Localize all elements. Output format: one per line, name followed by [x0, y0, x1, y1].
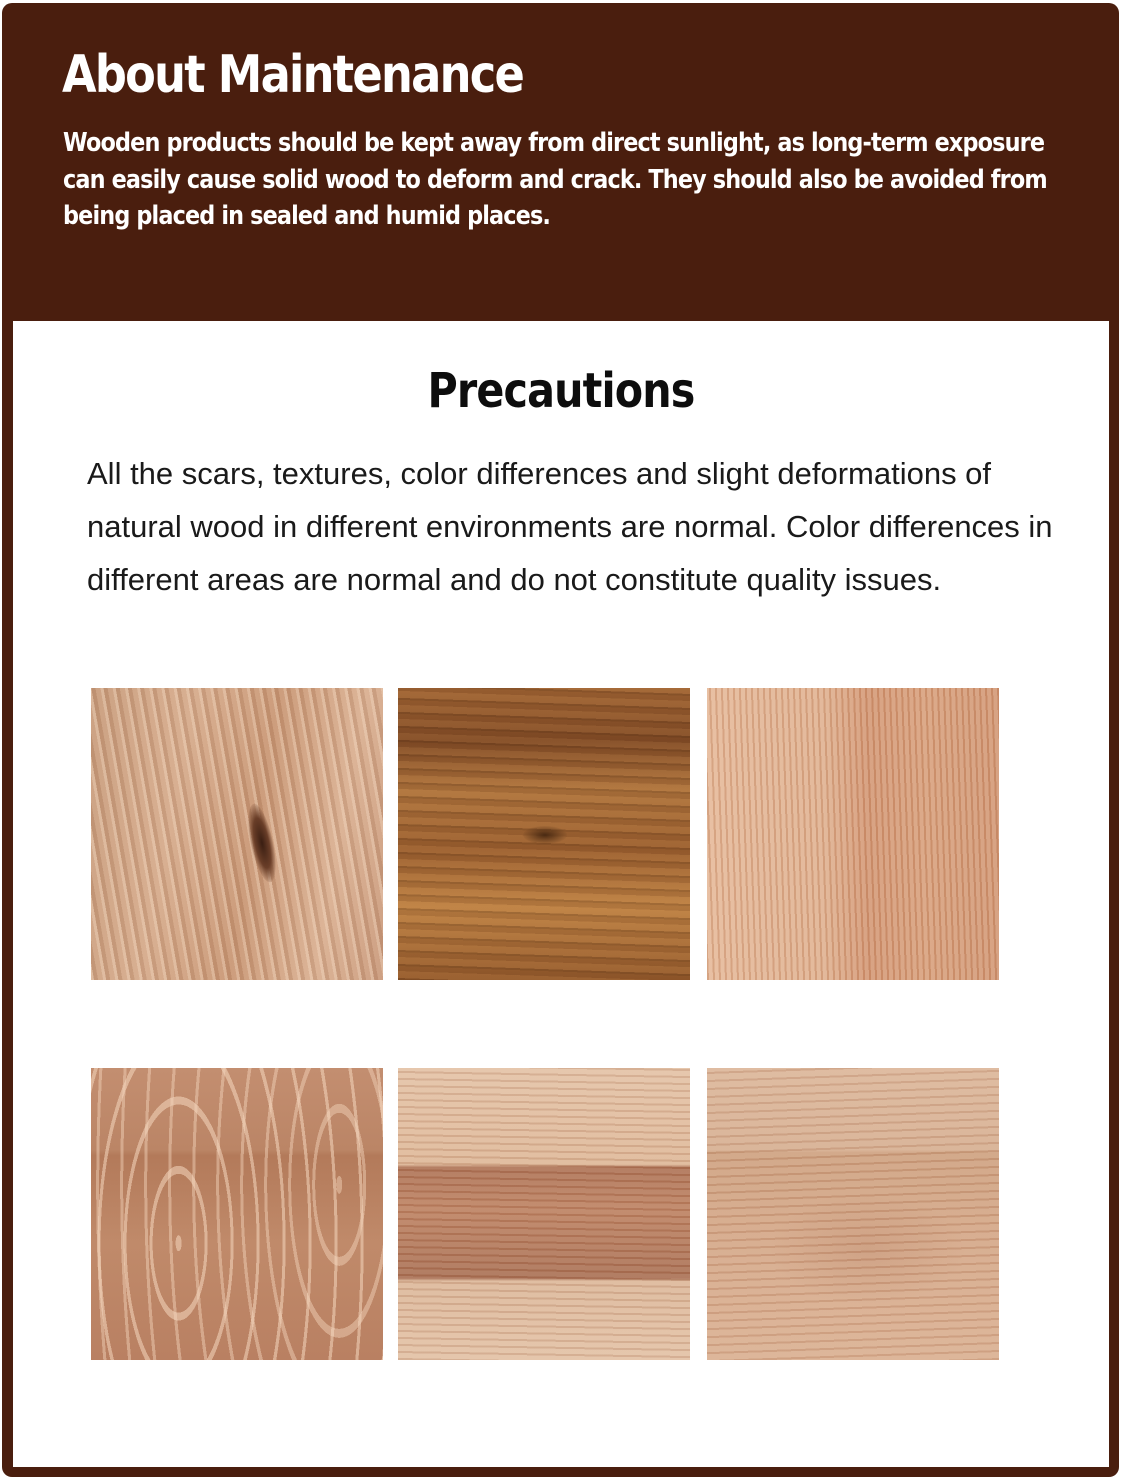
precautions-text: All the scars, textures, color differences and slight deformations of natural wood in different environments are normal. Color differences in different areas are normal and do not constitute quality issues. [87, 456, 1053, 597]
page-frame [2, 3, 1119, 1477]
maintenance-header [2, 3, 1119, 319]
maintenance-title: About Maintenance [62, 45, 524, 105]
wood-sample-beech [707, 1068, 999, 1360]
precautions-panel [13, 321, 1109, 1467]
maintenance-text: Wooden products should be kept away from direct sunlight, as long-term exposure can easily cause solid wood to deform and crack. They should also be avoided from being placed in sealed and humid places. [63, 128, 1047, 231]
wood-sample-mixed [398, 1068, 690, 1360]
wood-sample-walnut [398, 688, 690, 980]
wood-sample-light-oak [91, 688, 383, 980]
wood-sample-pale [707, 688, 999, 980]
precautions-title: Precautions [427, 363, 695, 419]
wood-sample-flame-oak [91, 1068, 383, 1360]
